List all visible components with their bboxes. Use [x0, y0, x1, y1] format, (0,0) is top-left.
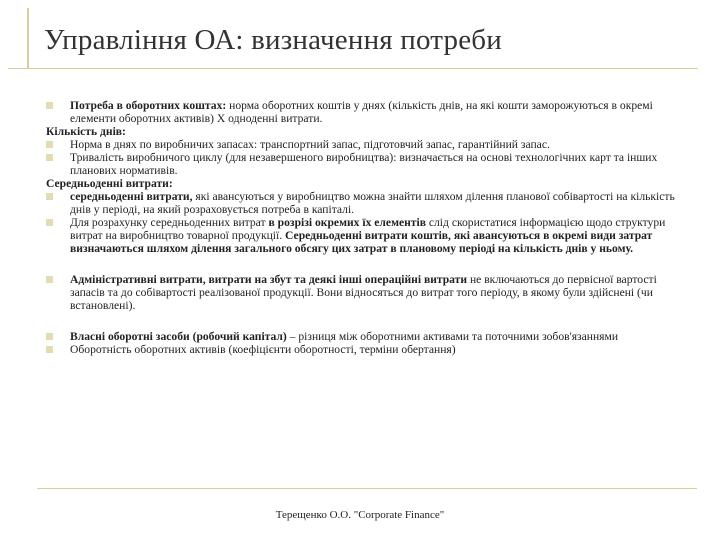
- section-heading-days: [46, 125, 686, 138]
- list-item: [46, 138, 686, 151]
- item-text: Норма в днях по виробничих запасах: транспортний запас, підготовчий запас, гарантійний запас.: [70, 138, 550, 151]
- item-text: Для розрахунку середньоденних витрат: [70, 216, 269, 229]
- slide-body: [46, 99, 686, 356]
- item-bold-text: середньоденні витрати,: [70, 190, 193, 203]
- list-item: [46, 99, 686, 125]
- title-divider: [8, 68, 698, 69]
- list-item: [46, 151, 686, 177]
- spacer: [46, 255, 686, 273]
- item-bold-text: Власні оборотні засоби (робочий капітал): [70, 330, 287, 343]
- list-item: [46, 190, 686, 216]
- footer-divider: [37, 488, 697, 489]
- slide-footer: Терещенко О.О. "Corporate Finance": [275, 509, 445, 521]
- bullet-square-icon: [46, 333, 53, 340]
- spacer: [46, 312, 686, 330]
- item-bold-text: Середньоденні витрати коштів, які авансуються в окремі види затрат визначаються шляхом ділення загального обсягу цих затрат в плановому періоді на кількість днів у ньому.: [70, 229, 653, 255]
- item-text: Тривалість виробничого циклу (для незавершеного виробництва): визначається на основі технологічних карт та інших планових нормативів.: [70, 151, 658, 177]
- item-text: слід скористатися інформацією щодо структури витрат на виробництво товарної продукції.: [70, 216, 666, 242]
- bullet-square-icon: [46, 154, 53, 161]
- item-text: – різниця між оборотними активами та поточними зобов'язаннями: [286, 330, 619, 343]
- bullet-square-icon: [46, 141, 53, 148]
- item-text: не включаються до первісної вартості запасів та до собівартості реалізованої продукції. Вони відносяться до витрат того періоду, в якому були здійснені (чи встановлені).: [70, 273, 657, 312]
- item-text: Оборотність оборотних активів (коефіцієнти оборотності, терміни обертання): [70, 343, 456, 356]
- list-item: [46, 343, 686, 356]
- item-bold-text: Потреба в оборотних коштах:: [70, 99, 227, 112]
- bullet-square-icon: [46, 102, 53, 109]
- list-item: [46, 273, 686, 312]
- bullet-square-icon: [46, 346, 53, 353]
- item-bold-text: в розрізі окремих їх елементів: [268, 216, 426, 229]
- list-item: [46, 330, 686, 343]
- section-heading-costs: [46, 177, 686, 190]
- decorative-vertical-line: [27, 8, 29, 68]
- bullet-square-icon: [46, 193, 53, 200]
- list-item: [46, 216, 686, 255]
- item-text: які авансуються у виробництво можна знайти шляхом ділення планової собівартості на кількість днів у періоді, на який розраховується потреба в капіталі.: [70, 190, 675, 216]
- item-text: норма оборотних коштів у днях (кількість днів, на які кошти заморожуються в окремі елементи оборотних активів) Х одноденні витрати.: [70, 99, 653, 125]
- bullet-square-icon: [46, 276, 53, 283]
- bullet-square-icon: [46, 219, 53, 226]
- heading-text: Середньоденні витрати:: [46, 177, 173, 190]
- item-bold-text: Адміністративні витрати, витрати на збут та деякі інші операційні витрати: [70, 273, 468, 286]
- slide-title: Управління ОА: визначення потреби: [44, 24, 502, 56]
- heading-text: Кількість днів:: [46, 125, 126, 138]
